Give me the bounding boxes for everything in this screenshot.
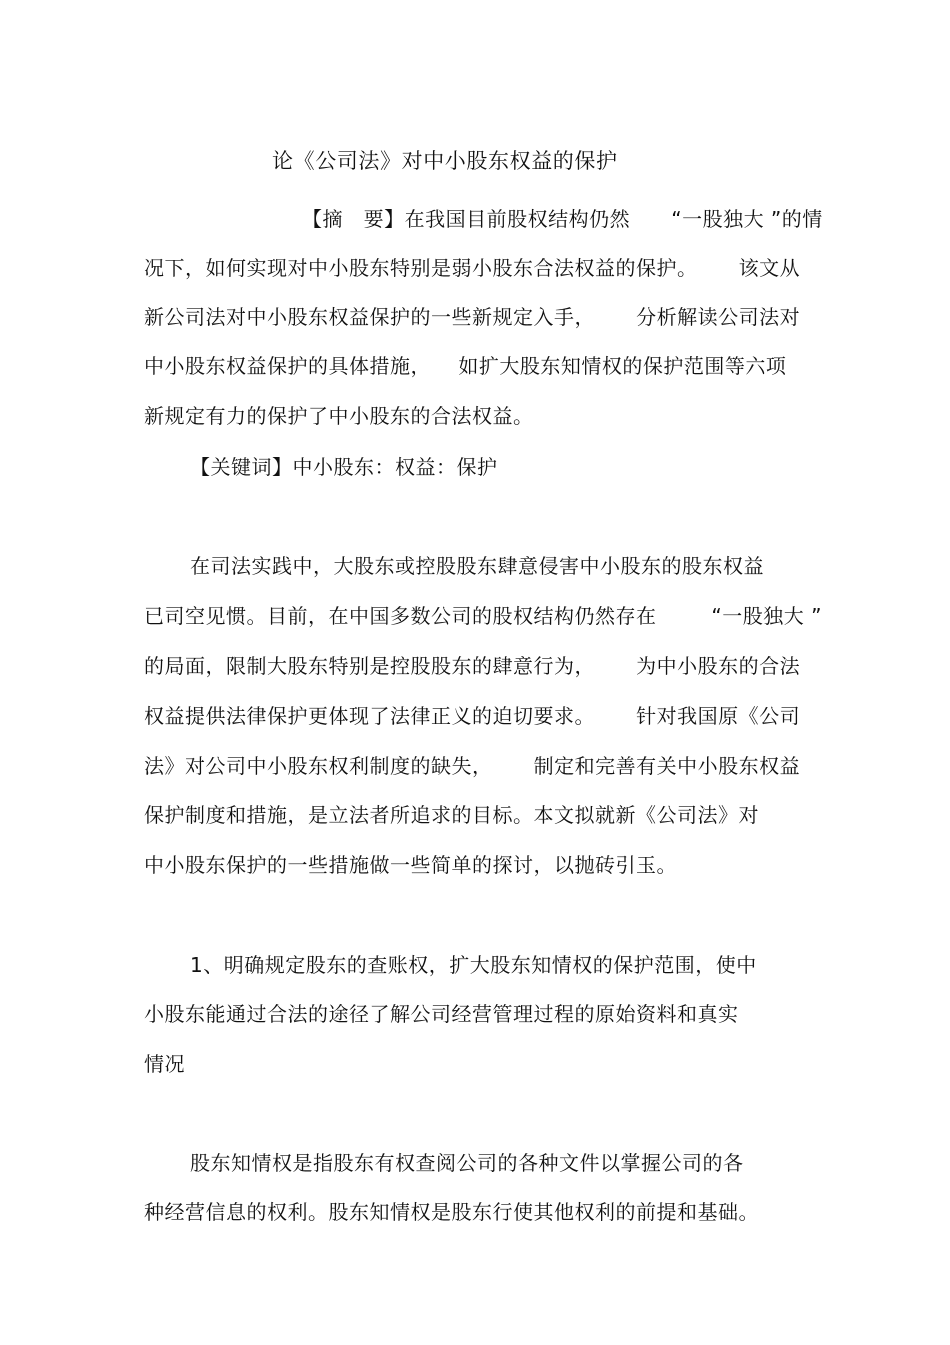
paragraph-line: 法》对公司中小股东权利制度的缺失， 制定和完善有关中小股东权益 bbox=[144, 754, 801, 778]
paragraph-line: 种经营信息的权利。股东知情权是股东行使其他权利的前提和基础。 bbox=[144, 1200, 759, 1224]
abstract-line: 新公司法对中小股东权益保护的一些新规定入手， 分析解读公司法对 bbox=[144, 305, 801, 329]
paragraph-line: 在司法实践中，大股东或控股股东肆意侵害中小股东的股东权益 bbox=[190, 554, 764, 578]
keywords-line: 【关键词】中小股东：权益：保护 bbox=[190, 455, 498, 479]
paragraph-line: 中小股东保护的一些措施做一些简单的探讨，以抛砖引玉。 bbox=[144, 853, 677, 877]
paragraph-line: 的局面，限制大股东特别是控股股东的肆意行为， 为中小股东的合法 bbox=[144, 654, 801, 678]
heading-line: 1、明确规定股东的查账权，扩大股东知情权的保护范围，使中 bbox=[190, 953, 757, 977]
heading-line: 小股东能通过合法的途径了解公司经营管理过程的原始资料和真实 bbox=[144, 1002, 739, 1026]
page-title: 论《公司法》对中小股东权益的保护 bbox=[272, 149, 618, 173]
abstract-line: 中小股东权益保护的具体措施， 如扩大股东知情权的保护范围等六项 bbox=[144, 354, 787, 378]
heading-line: 情况 bbox=[144, 1052, 185, 1076]
paragraph-line: 已司空见惯。目前，在中国多数公司的股权结构仍然存在 “一股独大 ” bbox=[144, 604, 822, 628]
paragraph-line: 股东知情权是指股东有权查阅公司的各种文件以掌握公司的各 bbox=[190, 1151, 744, 1175]
paragraph-line: 权益提供法律保护更体现了法律正义的迫切要求。 针对我国原《公司 bbox=[144, 704, 801, 728]
abstract-line: 况下，如何实现对中小股东特别是弱小股东合法权益的保护。 该文从 bbox=[144, 256, 801, 280]
abstract-line: 新规定有力的保护了中小股东的合法权益。 bbox=[144, 404, 534, 428]
abstract-line: 【摘 要】在我国目前股权结构仍然 “一股独大 ”的情 bbox=[302, 207, 823, 231]
paragraph-line: 保护制度和措施，是立法者所追求的目标。本文拟就新《公司法》对 bbox=[144, 803, 759, 827]
